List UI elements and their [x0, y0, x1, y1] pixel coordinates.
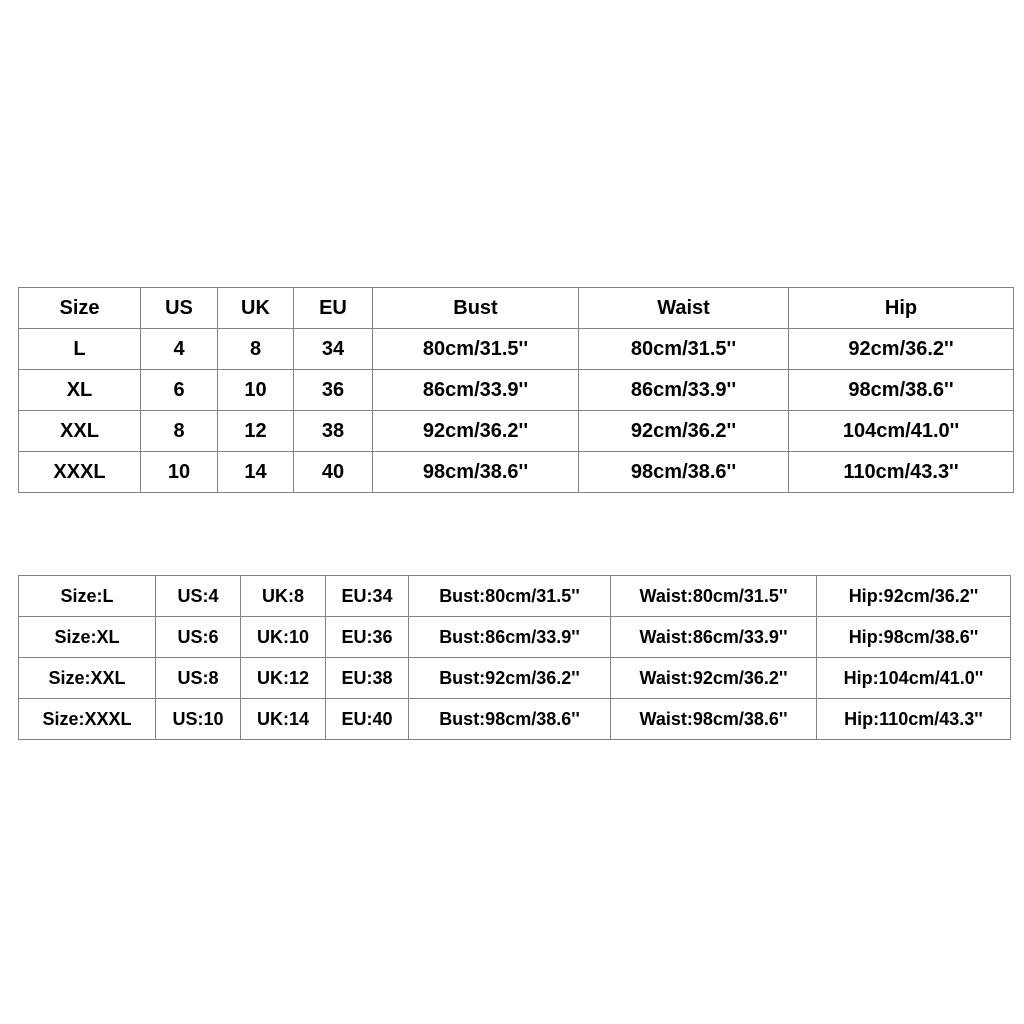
us-cell: 6: [141, 370, 218, 411]
eu-cell: EU:38: [326, 658, 409, 699]
bust-cell: Bust:92cm/36.2'': [409, 658, 611, 699]
us-cell: US:10: [156, 699, 241, 740]
eu-cell: 38: [294, 411, 373, 452]
hip-cell: Hip:92cm/36.2'': [817, 576, 1011, 617]
eu-cell: 36: [294, 370, 373, 411]
column-header-uk: UK: [218, 288, 294, 329]
column-header-eu: EU: [294, 288, 373, 329]
column-header-hip: Hip: [789, 288, 1014, 329]
waist-cell: 92cm/36.2'': [579, 411, 789, 452]
waist-cell: Waist:98cm/38.6'': [611, 699, 817, 740]
waist-cell: Waist:86cm/33.9'': [611, 617, 817, 658]
waist-cell: 86cm/33.9'': [579, 370, 789, 411]
inline-row-xxxl: [19, 699, 1011, 740]
hip-cell: 110cm/43.3'': [789, 452, 1014, 493]
us-cell: 4: [141, 329, 218, 370]
size-chart-header-table: [18, 287, 1014, 493]
hip-cell: Hip:110cm/43.3'': [817, 699, 1011, 740]
uk-cell: 12: [218, 411, 294, 452]
size-chart-inline-table: [18, 575, 1011, 740]
table-row-xl: [19, 370, 1014, 411]
table-row-xxl: [19, 411, 1014, 452]
size-cell: Size:XL: [19, 617, 156, 658]
uk-cell: 8: [218, 329, 294, 370]
inline-row-xxl: [19, 658, 1011, 699]
size-cell: XXXL: [19, 452, 141, 493]
uk-cell: UK:10: [241, 617, 326, 658]
hip-cell: 98cm/38.6'': [789, 370, 1014, 411]
size-cell: Size:XXL: [19, 658, 156, 699]
waist-cell: Waist:80cm/31.5'': [611, 576, 817, 617]
hip-cell: Hip:98cm/38.6'': [817, 617, 1011, 658]
column-header-waist: Waist: [579, 288, 789, 329]
us-cell: 10: [141, 452, 218, 493]
us-cell: US:6: [156, 617, 241, 658]
size-cell: L: [19, 329, 141, 370]
size-cell: Size:L: [19, 576, 156, 617]
table-row-l: [19, 329, 1014, 370]
uk-cell: 10: [218, 370, 294, 411]
us-cell: 8: [141, 411, 218, 452]
hip-cell: Hip:104cm/41.0'': [817, 658, 1011, 699]
bust-cell: 86cm/33.9'': [373, 370, 579, 411]
waist-cell: 80cm/31.5'': [579, 329, 789, 370]
uk-cell: UK:8: [241, 576, 326, 617]
column-header-bust: Bust: [373, 288, 579, 329]
eu-cell: 34: [294, 329, 373, 370]
size-cell: Size:XXXL: [19, 699, 156, 740]
column-header-us: US: [141, 288, 218, 329]
eu-cell: EU:40: [326, 699, 409, 740]
us-cell: US:8: [156, 658, 241, 699]
eu-cell: 40: [294, 452, 373, 493]
bust-cell: Bust:86cm/33.9'': [409, 617, 611, 658]
inline-row-xl: [19, 617, 1011, 658]
us-cell: US:4: [156, 576, 241, 617]
uk-cell: UK:14: [241, 699, 326, 740]
header-row: [19, 288, 1014, 329]
inline-row-l: [19, 576, 1011, 617]
uk-cell: UK:12: [241, 658, 326, 699]
column-header-size: Size: [19, 288, 141, 329]
uk-cell: 14: [218, 452, 294, 493]
table-row-xxxl: [19, 452, 1014, 493]
size-cell: XXL: [19, 411, 141, 452]
bust-cell: 80cm/31.5'': [373, 329, 579, 370]
eu-cell: EU:36: [326, 617, 409, 658]
waist-cell: Waist:92cm/36.2'': [611, 658, 817, 699]
eu-cell: EU:34: [326, 576, 409, 617]
bust-cell: Bust:80cm/31.5'': [409, 576, 611, 617]
bust-cell: 92cm/36.2'': [373, 411, 579, 452]
waist-cell: 98cm/38.6'': [579, 452, 789, 493]
size-cell: XL: [19, 370, 141, 411]
hip-cell: 92cm/36.2'': [789, 329, 1014, 370]
bust-cell: 98cm/38.6'': [373, 452, 579, 493]
hip-cell: 104cm/41.0'': [789, 411, 1014, 452]
bust-cell: Bust:98cm/38.6'': [409, 699, 611, 740]
